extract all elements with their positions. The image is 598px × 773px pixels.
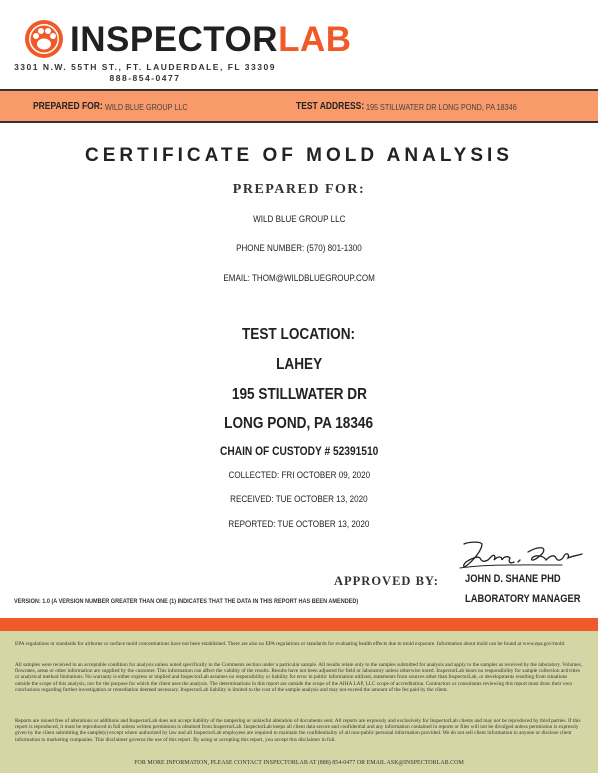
- approver-name: JOHN D. SHANE PHD: [465, 573, 561, 585]
- certificate-title: CERTIFICATE OF MOLD ANALYSIS: [85, 145, 513, 166]
- prepared-for-label: PREPARED FOR:: [33, 101, 103, 112]
- client-company: WILD BLUE GROUP LLC: [252, 214, 346, 225]
- test-location-name: LAHEY: [275, 356, 323, 373]
- test-location-city: LONG POND, PA 18346: [224, 415, 374, 432]
- test-location-heading: TEST LOCATION:: [242, 326, 356, 343]
- logo-word-accent: LAB: [278, 19, 352, 59]
- reported-date: REPORTED: TUE OCTOBER 13, 2020: [228, 519, 370, 530]
- client-email: EMAIL: THOM@WILDBLUEGROUP.COM: [223, 273, 375, 284]
- approver-title: LABORATORY MANAGER: [465, 593, 581, 605]
- logo: [24, 17, 352, 61]
- disclaimer-reports: Reports are issued free of alterations or additions and InspectorLab does not accept liability of the tampering or unlawful alteration of documents sent. All reports are expressly and exclusively for InspectorLab clients and may not be reproduced by third parties. If this report is reproduced, it must be reproduced in full unless written permission is obtained from InspectorLab. InspectorLab keeps all client data secure and confidential and any information contained in reports or files will not be divulged unless permission is expressly given by the client submitting the sample(s) except where authorized by law and all InspectorLab employees are required to maintain the confidentiality of all non-public personal information provided. We do not sell client information to anyone or disclose client information to marketing companies. This disclaimer governs the use of this report. By using or accepting this report, you accept this disclaimer in full.: [15, 718, 581, 743]
- prepared-for-heading: PREPARED FOR:: [232, 182, 366, 197]
- footer-accent-bar: [0, 618, 598, 631]
- paw-icon: [24, 19, 64, 59]
- company-address: 3301 N.W. 55TH ST., FT. LAUDERDALE, FL 33309: [14, 62, 276, 72]
- footer-disclaimer: [0, 631, 598, 773]
- version-note: VERSION: 1.0 (A VERSION NUMBER GREATER THAN ONE (1) INDICATES THAT THE DATA IN THIS REPORT HAS BEEN AMENDED): [14, 598, 359, 605]
- test-location-street: 195 STILLWATER DR: [231, 386, 367, 403]
- approved-by-label: APPROVED BY:: [334, 574, 439, 588]
- collected-date: COLLECTED: FRI OCTOBER 09, 2020: [228, 470, 370, 481]
- chain-of-custody: CHAIN OF CUSTODY # 52391510: [219, 444, 379, 458]
- signature: [458, 538, 588, 570]
- logo-word-main: INSPECTOR: [70, 19, 279, 59]
- test-address-label: TEST ADDRESS:: [296, 101, 365, 112]
- company-phone: 888-854-0477: [109, 73, 181, 83]
- test-address-value: 195 STILLWATER DR LONG POND, PA 18346: [366, 102, 517, 112]
- client-phone: PHONE NUMBER: (570) 801-1300: [236, 243, 362, 254]
- footer-contact: FOR MORE INFORMATION, PLEASE CONTACT INSPECTORLAB AT (888) 854-0477 OR EMAIL ASK@INSPECTORLAB.COM: [134, 760, 464, 766]
- info-band: [0, 89, 598, 123]
- disclaimer-epa: EPA regulations or standards for airborne or surface mold concentrations have not been established. There are also no EPA regulations or standards for evaluating health effects due to mold exposure. Information about mold can be found at www.epa.gov/mold.: [15, 641, 566, 647]
- received-date: RECEIVED: TUE OCTOBER 13, 2020: [230, 494, 368, 505]
- logo-wordmark: [70, 19, 352, 59]
- prepared-for-value: WILD BLUE GROUP LLC: [105, 102, 188, 112]
- disclaimer-samples: All samples were received in an acceptable condition for analysis unless noted specifically in the Comments section under a particular sample. All results relate only to the samples submitted for analysis and apply to the samples as received by the laboratory. Volumes, flowrates, areas or other information are supplied by the customer. This information can affect the validity of the results. Results have not been adjusted for field or laboratory unless otherwise noted. InspectorLab bears no responsibility for sample collection activities or analytical method limitations. No warranty is either express or implied and InspectorLab assumes no responsibility or liability for error in public information utilized, statements from sources other than InspectorLab, or developments resulting from situations outside the scope of this analysis, nor for the purpose for which the client uses the analysis. The determinations in this report are outside the scope of the AIHA LAP, LLC scope of accreditation. Contractors or consultants reviewing this report must draw their own conclusions regarding further investigation or remediation deemed necessary. InspectorLab liability is limited to the cost of the sample analysis and may not exceed the amount of the fee paid by the client.: [15, 662, 582, 693]
